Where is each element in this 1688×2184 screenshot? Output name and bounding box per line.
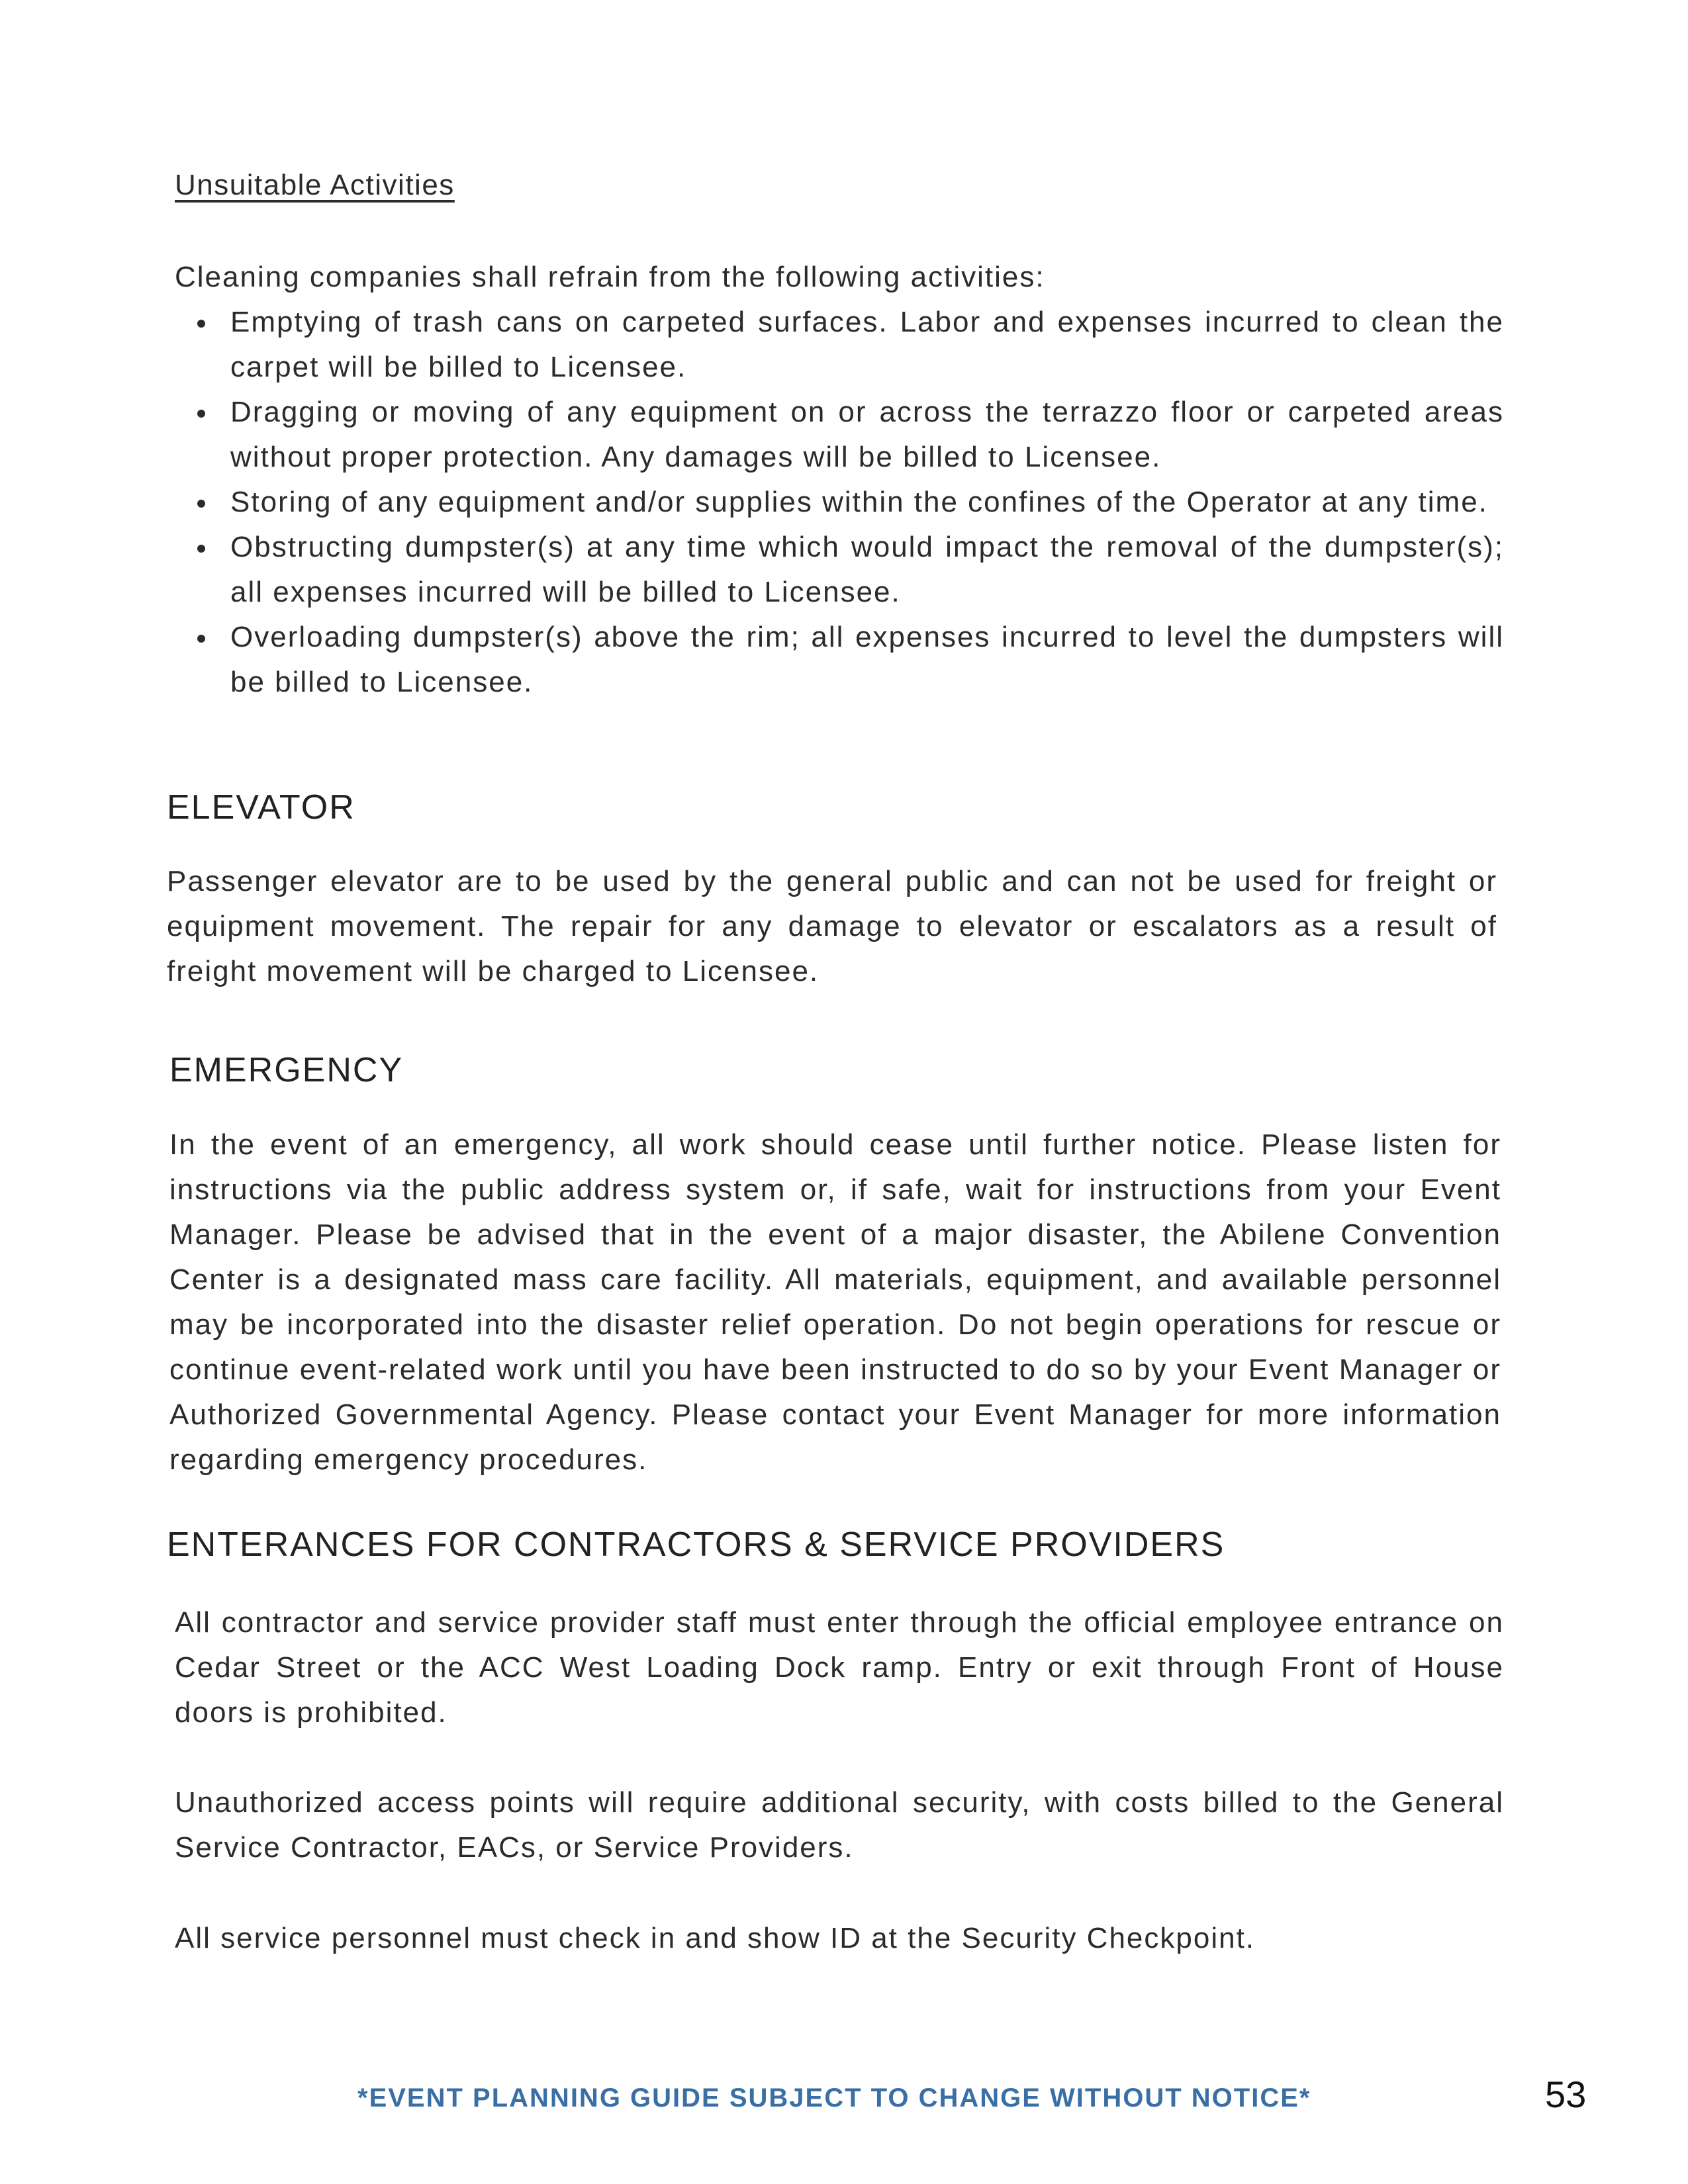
footer-disclaimer: *EVENT PLANNING GUIDE SUBJECT TO CHANGE WITHOUT NOTICE*: [357, 2083, 1311, 2113]
bullet-icon: [197, 500, 205, 508]
unsuitable-intro: Cleaning companies shall refrain from the following activities:: [175, 261, 1045, 293]
bullet-icon: [197, 545, 205, 553]
page-number: 53: [1545, 2073, 1587, 2115]
elevator-heading: ELEVATOR: [167, 788, 355, 827]
list-item: Storing of any equipment and/or supplies within the confines of the Operator at any time.: [175, 480, 1504, 525]
emergency-body: In the event of an emergency, all work should cease until further notice. Please listen for instructions via the public address system or, if safe, wait for instructions from your Event Manager. Please be advised that in the event of a major disaster, the Abilene Convention Center is a designated mass care facility. All materials, equipment, and available personnel may be incorporated into the disaster relief operation. Do not begin operations for rescue or continue event-related work until you have been instructed to do so by your Event Manager or Authorized Governmental Agency. Please contact your Event Manager for more information regarding emergency procedures.: [169, 1128, 1501, 1476]
entrances-paragraph-1: All contractor and service provider staff must enter through the official employee entrance on Cedar Street or the ACC West Loading Dock ramp. Entry or exit through Front of House doors is prohibited.: [175, 1606, 1504, 1729]
unsuitable-list: [175, 300, 1504, 705]
entrances-heading: ENTERANCES FOR CONTRACTORS & SERVICE PROVIDERS: [167, 1525, 1225, 1564]
bullet-icon: [197, 320, 205, 328]
list-item: Dragging or moving of any equipment on or across the terrazzo floor or carpeted areas without proper protection. Any damages will be billed to Licensee.: [175, 390, 1504, 480]
entrances-paragraph-3: All service personnel must check in and show ID at the Security Checkpoint.: [175, 1922, 1256, 1954]
bullet-icon: [197, 410, 205, 418]
elevator-body: Passenger elevator are to be used by the general public and can not be used for freight or equipment movement. The repair for any damage to elevator or escalators as a result of freight movement will be charged to Licensee.: [167, 865, 1497, 987]
list-item: Emptying of trash cans on carpeted surfaces. Labor and expenses incurred to clean the carpet will be billed to Licensee.: [175, 300, 1504, 390]
list-item: Overloading dumpster(s) above the rim; all expenses incurred to level the dumpsters will be billed to Licensee.: [175, 615, 1504, 705]
bullet-icon: [197, 635, 205, 643]
unsuitable-activities-heading: Unsuitable Activities: [175, 169, 455, 201]
emergency-heading: EMERGENCY: [169, 1051, 404, 1089]
list-item: Obstructing dumpster(s) at any time which would impact the removal of the dumpster(s); all expenses incurred will be billed to Licensee.: [175, 525, 1504, 615]
entrances-paragraph-2: Unauthorized access points will require additional security, with costs billed to the General Service Contractor, EACs, or Service Providers.: [175, 1786, 1504, 1864]
page-footer: [0, 2071, 1688, 2124]
